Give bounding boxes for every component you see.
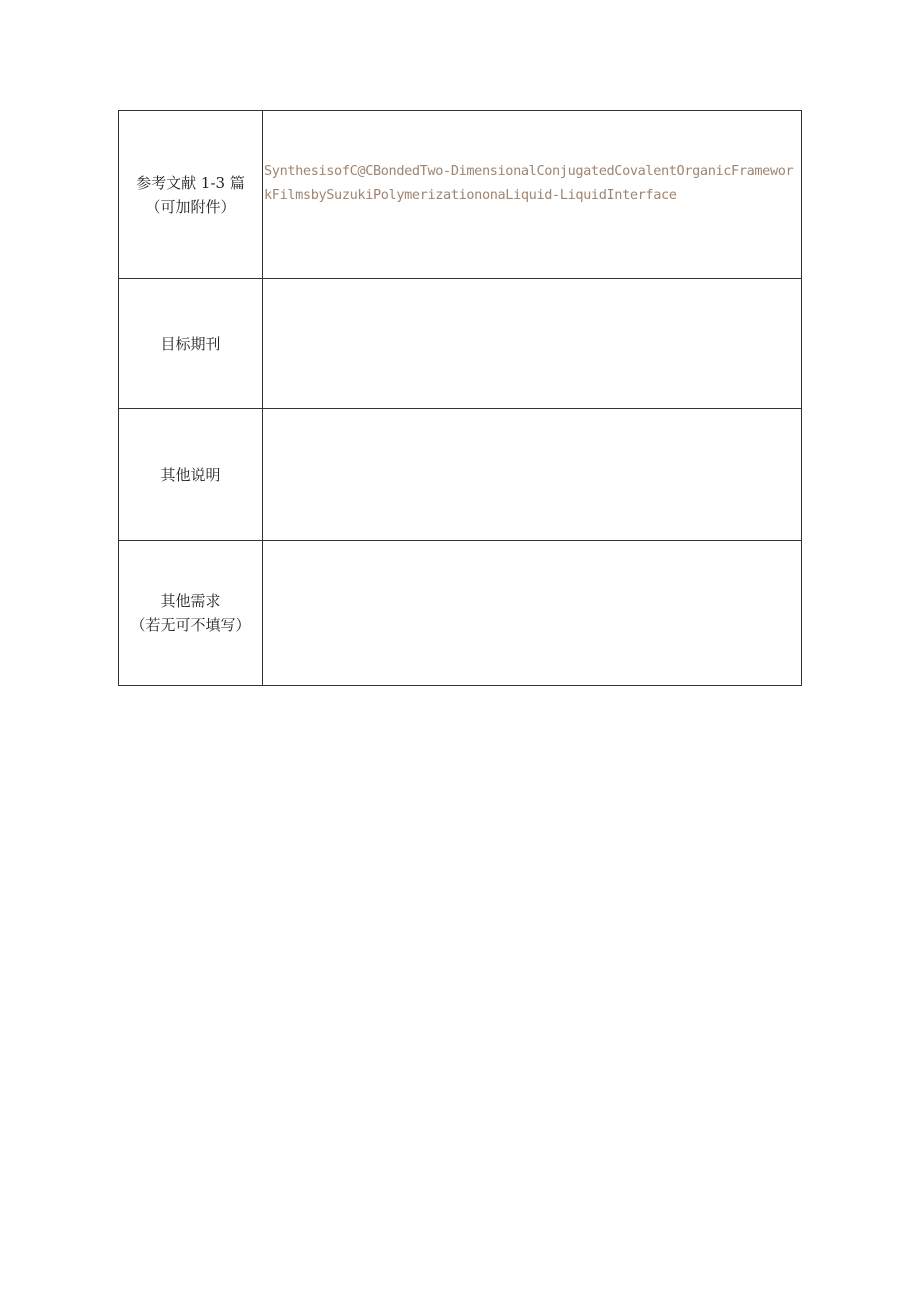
table-row-target-journal: [119, 279, 802, 409]
references-label-cell: [119, 111, 263, 279]
other-notes-label: 其他说明: [160, 465, 221, 484]
references-label: 参考文献 1-3 篇: [136, 173, 245, 192]
other-notes-value-cell[interactable]: [263, 409, 802, 541]
target-journal-label: 目标期刊: [160, 334, 221, 353]
target-journal-label-cell: [119, 279, 263, 409]
other-notes-label-cell: [119, 409, 263, 541]
table-row-other-requirements: [119, 541, 802, 686]
table-row-references: [119, 111, 802, 279]
references-label-note: （可加附件）: [145, 197, 236, 216]
form-table: [118, 110, 802, 686]
references-value-cell[interactable]: [263, 111, 802, 279]
target-journal-value-cell[interactable]: [263, 279, 802, 409]
other-requirements-label-note: （若无可不填写）: [130, 616, 251, 634]
reference-title-text: SynthesisofC@CBondedTwo-DimensionalConjugatedCovalentOrganicFrameworkFilmsbySuzukiPolymerizationonaLiquid-LiquidInterface: [264, 163, 794, 203]
other-requirements-label: 其他需求: [160, 592, 221, 610]
other-requirements-label-cell: [119, 541, 263, 686]
other-requirements-value-cell[interactable]: [263, 541, 802, 686]
table-row-other-notes: [119, 409, 802, 541]
